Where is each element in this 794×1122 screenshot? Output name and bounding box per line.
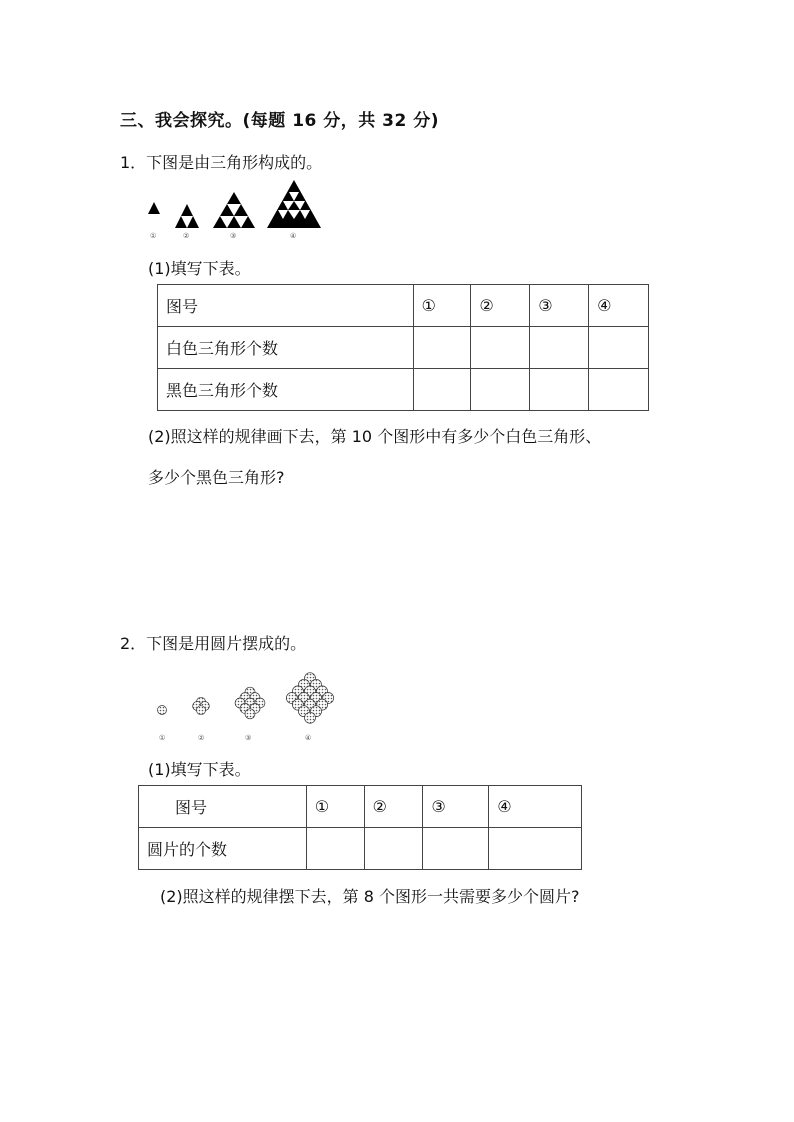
table-header-cell: ③ [423, 786, 489, 828]
table-header-cell: ③ [530, 285, 589, 327]
table-row [158, 369, 649, 411]
disc-figure-label-1: ① [159, 734, 166, 742]
section-heading: 三、我会探究。(每题 16 分，共 32 分) [120, 111, 440, 131]
figure-label-4: ④ [290, 232, 297, 240]
q2-part2: (2)照这样的规律摆下去，第 8 个图形一共需要多少个圆片? [160, 887, 580, 906]
q1-table [157, 284, 649, 411]
disc-4 [305, 712, 316, 723]
table-row [139, 786, 582, 828]
table-header-cell: 图号 [158, 285, 414, 327]
figure-label-3: ③ [230, 232, 237, 240]
table-header-cell: ① [306, 786, 364, 828]
q1-part1: (1)填写下表。 [148, 259, 251, 278]
answer-cell[interactable] [364, 828, 423, 870]
answer-cell[interactable] [471, 327, 530, 369]
table-row [158, 285, 649, 327]
q2-disc-figures [150, 658, 350, 743]
q2-table [138, 785, 582, 870]
answer-cell[interactable] [489, 828, 582, 870]
triangle-figure-2 [175, 204, 199, 240]
triangle-figure-1 [148, 202, 160, 240]
disc-figure-label-2: ② [198, 734, 205, 742]
table-header-cell: 图号 [139, 786, 307, 828]
table-header-cell: ① [413, 285, 471, 327]
figure-label-1: ① [150, 232, 157, 240]
q1-triangle-figures [140, 180, 340, 240]
answer-cell[interactable] [423, 828, 489, 870]
q1-part2-line1: (2)照这样的规律画下去，第 10 个图形中有多少个白色三角形、 [148, 427, 602, 446]
disc-figure-label-3: ③ [245, 734, 252, 742]
q1-prompt: 1．下图是由三角形构成的。 [120, 153, 323, 172]
answer-cell[interactable] [413, 327, 471, 369]
table-header-cell: ④ [589, 285, 649, 327]
q1-part2-line2: 多少个黑色三角形? [148, 468, 285, 487]
table-header-cell: ④ [489, 786, 582, 828]
table-row-label: 白色三角形个数 [158, 327, 414, 369]
triangle-figure-3 [213, 192, 255, 240]
disc-1 [158, 706, 167, 715]
disc-2 [197, 706, 206, 715]
triangle-figure-4 [267, 180, 321, 240]
answer-cell[interactable] [413, 369, 471, 411]
q2-part1: (1)填写下表。 [148, 760, 251, 779]
answer-cell[interactable] [471, 369, 530, 411]
answer-cell[interactable] [589, 369, 649, 411]
answer-cell[interactable] [530, 369, 589, 411]
disc-3 [245, 709, 255, 719]
answer-cell[interactable] [589, 327, 649, 369]
figure-label-2: ② [183, 232, 190, 240]
disc-figure-label-4: ④ [305, 734, 312, 742]
table-row [158, 327, 649, 369]
table-row-label: 黑色三角形个数 [158, 369, 414, 411]
q2-prompt: 2．下图是用圆片摆成的。 [120, 634, 307, 653]
table-row [139, 828, 582, 870]
answer-cell[interactable] [530, 327, 589, 369]
answer-cell[interactable] [306, 828, 364, 870]
table-header-cell: ② [364, 786, 423, 828]
table-row-label: 圆片的个数 [139, 828, 307, 870]
table-header-cell: ② [471, 285, 530, 327]
